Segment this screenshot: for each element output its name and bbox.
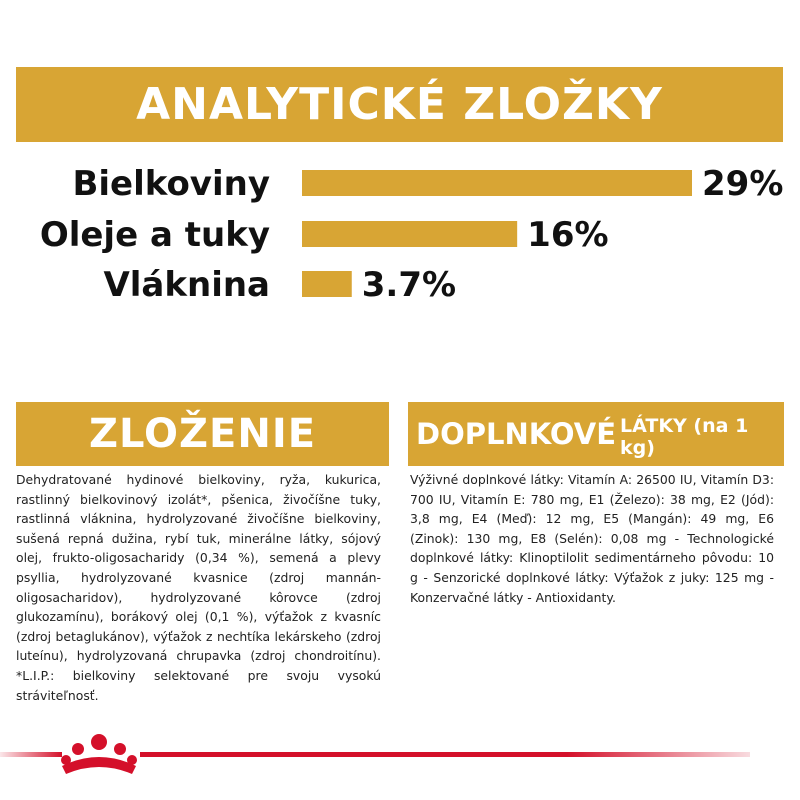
category-label: Vláknina bbox=[103, 265, 270, 305]
value-label: 29% bbox=[702, 164, 784, 204]
bar bbox=[302, 271, 352, 297]
additives-title: DOPLNKOVÉ bbox=[416, 417, 617, 451]
additives-box bbox=[408, 402, 784, 605]
bar bbox=[302, 221, 517, 247]
additives-title-small: LÁTKY (na 1 kg) bbox=[620, 415, 749, 459]
composition-header bbox=[16, 402, 389, 466]
additives-text: Výživné doplnkové látky: Vitamín A: 26500 IU, Vitamín D3: 700 IU, Vitamín E: 780 mg, E1 (Železo): 38 mg, E2 (Jód): 3,8 mg, E4 (Meď): 12 mg, E5 (Mangán): 49 mg, E6 (Zinok): 130 mg, E8 (Selén): 0,08 mg - Technologické doplnkové látky: Klinoptilolit sedimentárneho pôvodu: 10 g - Senzorické doplnkové látky: Výťažok z juky: 125 mg - Konzervačné látky - Antioxidanty. bbox=[410, 472, 774, 605]
value-label: 16% bbox=[527, 215, 609, 255]
composition-text: Dehydratované hydinové bielkoviny, ryža, kukurica, rastlinný bielkovinový izolát*, pšenica, živočíšne tuky, rastlinná vláknina, hydrolyzované živočíšne bielkoviny, sušená repná dužina, rybí tuk, minerálne látky, sójový olej, frukto-oligosacharidy (0,34 %), semená a plevy psyllia, hydrolyzované kvasnice (zdroj mannán-oligosacharidov), hydrolyzované kôrovce (zdroj glukozamínu), borákový olej (0,1 %), výťažok z kvasníc (zdroj betaglukánov), výťažok z nechtíka lekárskeho (zdroj luteínu), hydrolyzovaná chrupavka (zdroj chondroitínu). *L.I.P.: bielkoviny selektované pre svoju vysokú stráviteľnosť. bbox=[16, 472, 381, 703]
value-label: 3.7% bbox=[361, 265, 457, 305]
analytical-bar-chart bbox=[0, 150, 800, 320]
bar bbox=[302, 170, 692, 196]
category-label: Oleje a tuky bbox=[39, 215, 270, 255]
composition-title: ZLOŽENIE bbox=[88, 411, 317, 457]
banner-title: ANALYTICKÉ ZLOŽKY bbox=[136, 79, 663, 130]
footer-line-left bbox=[0, 752, 62, 757]
royal-canin-crown-icon bbox=[58, 730, 140, 783]
additives-header bbox=[408, 402, 784, 466]
footer-line bbox=[140, 752, 750, 757]
analytical-components-banner bbox=[16, 67, 783, 142]
composition-box bbox=[16, 402, 389, 732]
category-label: Bielkoviny bbox=[72, 164, 270, 204]
